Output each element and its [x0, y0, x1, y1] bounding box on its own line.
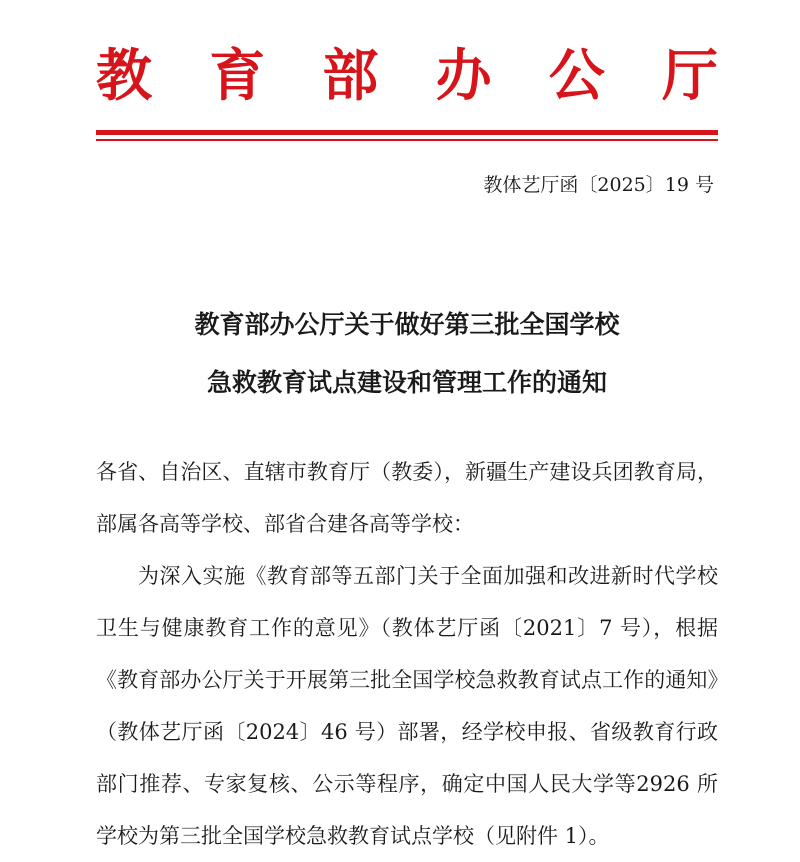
- salutation: 各省、自治区、直辖市教育厅（教委），新疆生产建设兵团教育局，部属各高等学校、部省合建各高等学校：: [96, 460, 718, 536]
- document-body: [96, 446, 718, 862]
- letterhead-rule-thin: [96, 139, 718, 141]
- letterhead-rule-thick: [96, 130, 718, 135]
- document-title: [96, 296, 718, 412]
- letterhead-title: 教育部办公厅: [96, 43, 718, 109]
- body-paragraph: 为深入实施《教育部等五部门关于全面加强和改进新时代学校卫生与健康教育工作的意见》（教体艺厅函〔2021〕7 号），根据《教育部办公厅关于开展第三批全国学校急救教育试点工作的通知》（教体艺厅函〔2024〕46 号）部署，经学校申报、省级教育行政部门推荐、专家复核、公示等程序，确定中国人民大学等2926 所学校为第三批全国学校急救教育试点学校（见附件 1）。: [96, 564, 718, 848]
- document-number: 教体艺厅函〔2025〕19 号: [483, 174, 714, 196]
- document-title-line-2: 急救教育试点建设和管理工作的通知: [206, 368, 607, 397]
- document-title-line-1: 教育部办公厅关于做好第三批全国学校: [194, 310, 620, 339]
